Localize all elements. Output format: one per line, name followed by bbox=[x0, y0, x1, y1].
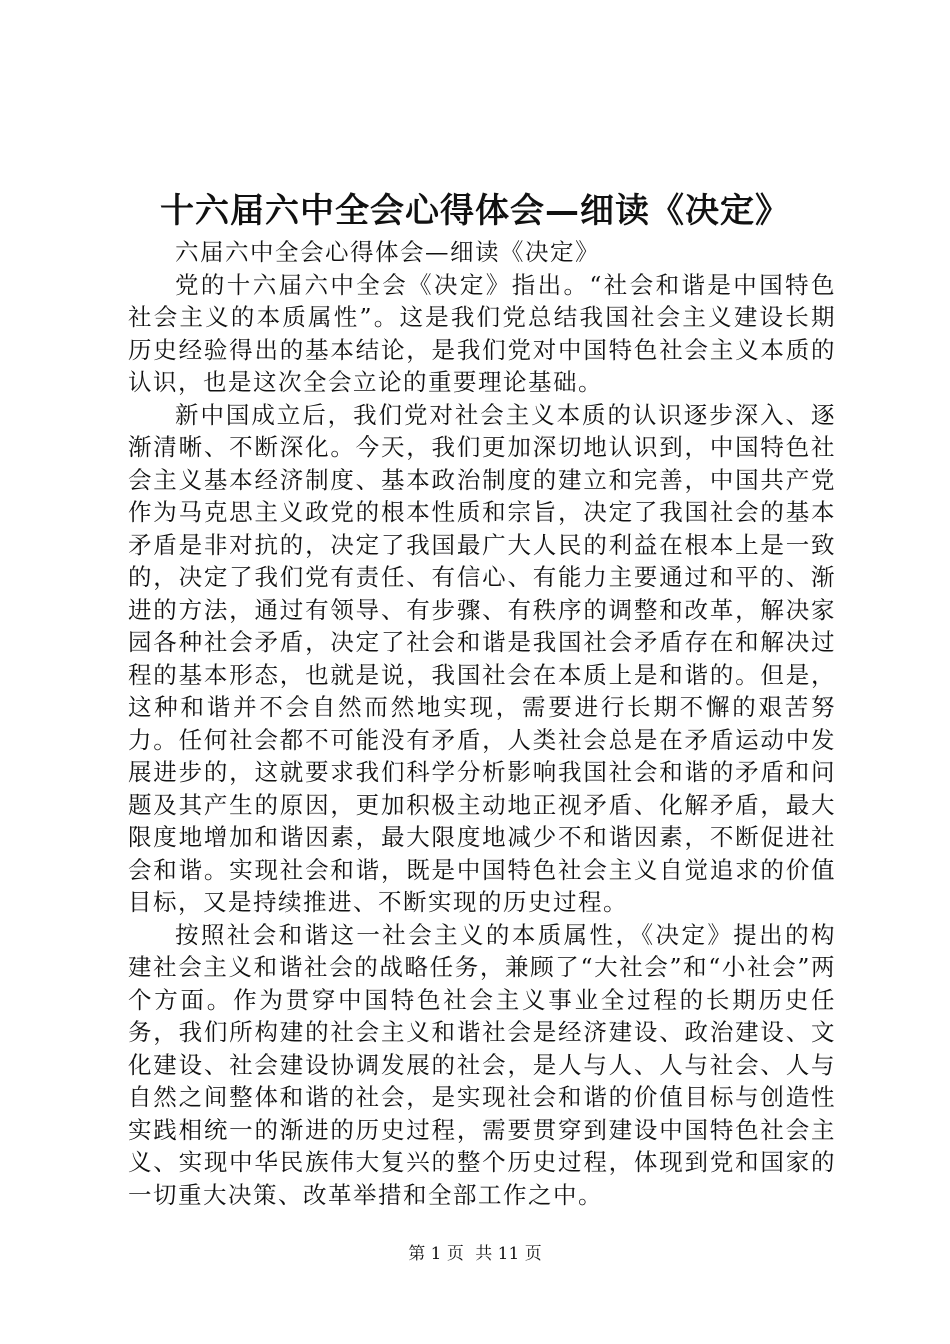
page-number: 第 1 页 bbox=[408, 1244, 464, 1264]
paragraph-2: 新中国成立后，我们党对社会主义本质的认识逐步深入、逐渐清晰、不断深化。今天，我们更加深切地认识到，中国特色社会主义基本经济制度、基本政治制度的建立和完善，中国共产党作为马克思主义政党的根本性质和宗旨，决定了我国社会的基本矛盾是非对抗的，决定了我国最广大人民的利益在根本上是一致的，决定了我们党有责任、有信心、有能力主要通过和平的、渐进的方法，通过有领导、有步骤、有秩序的调整和改革，解决家园各种社会矛盾，决定了社会和谐是我国社会矛盾存在和解决过程的基本形态，也就是说，我国社会在本质上是和谐的。但是，这种和谐并不会自然而然地实现，需要进行长期不懈的艰苦努力。任何社会都不可能没有矛盾，人类社会总是在矛盾运动中发展进步的，这就要求我们科学分析影响我国社会和谐的矛盾和问题及其产生的原因，更加积极主动地正视矛盾、化解矛盾，最大限度地增加和谐因素，最大限度地减少不和谐因素，不断促进社会和谐。实现社会和谐，既是中国特色社会主义自觉追求的价值目标，又是持续推进、不断实现的历史过程。 bbox=[128, 400, 836, 916]
document-title: 十六届六中全会心得体会—细读《决定》 bbox=[160, 191, 790, 231]
document-body bbox=[128, 236, 836, 1211]
page-total: 共 11 页 bbox=[475, 1244, 542, 1264]
paragraph-3: 按照社会和谐这一社会主义的本质属性，《决定》提出的构建社会主义和谐社会的战略任务，兼顾了“大社会”和“小社会”两个方面。作为贯穿中国特色社会主义事业全过程的长期历史任务，我们所构建的社会主义和谐社会是经济建设、政治建设、文化建设、社会建设协调发展的社会，是人与人、人与社会、人与自然之间整体和谐的社会，是实现社会和谐的价值目标与创造性实践相统一的渐进的历史过程，需要贯穿到建设中国特色社会主义、实现中华民族伟大复兴的整个历史过程，体现到党和国家的一切重大决策、改革举措和全部工作之中。 bbox=[128, 920, 836, 1209]
paragraph-subtitle: 六届六中全会心得体会—细读《决定》 bbox=[175, 238, 600, 266]
page-footer bbox=[0, 1242, 950, 1266]
paragraph-1: 党的十六届六中全会《决定》指出。“社会和谐是中国特色社会主义的本质属性”。这是我们党总结我国社会主义建设长期历史经验得出的基本结论，是我们党对中国特色社会主义本质的认识，也是这次全会立论的重要理论基础。 bbox=[128, 270, 836, 396]
